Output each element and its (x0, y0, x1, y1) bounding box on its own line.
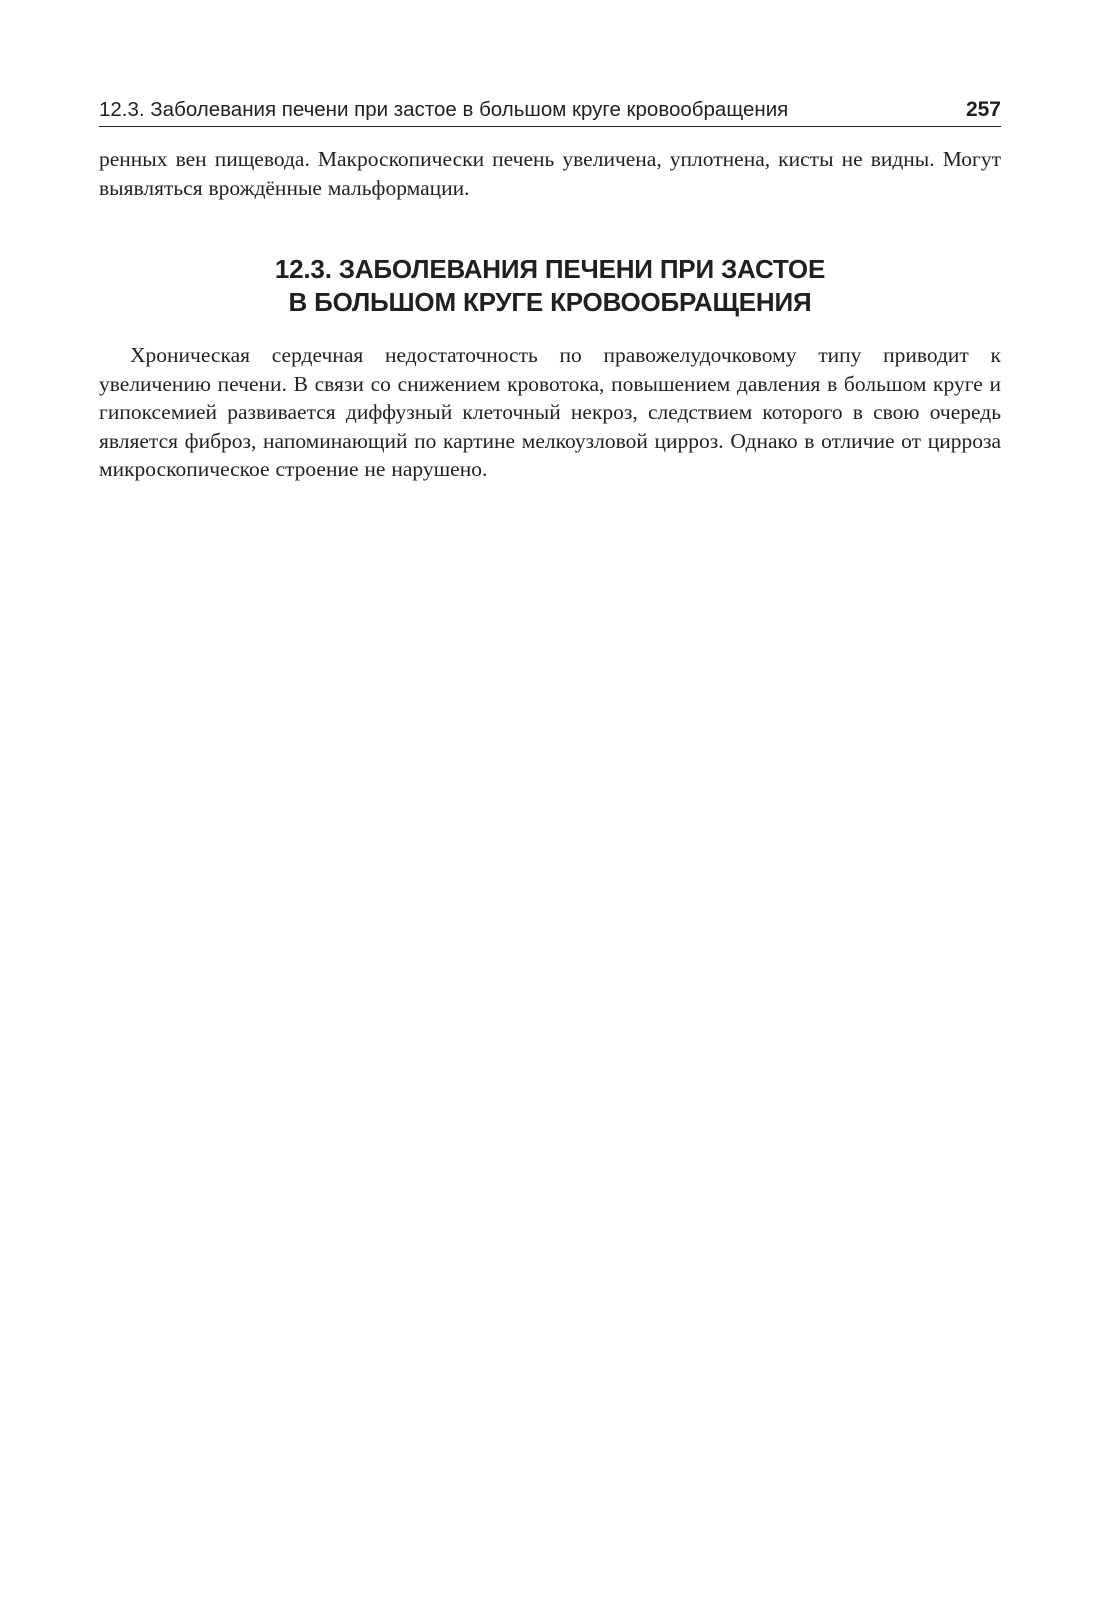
page-number: 257 (965, 98, 1001, 121)
section-paragraph: Хроническая сердечная недостаточность по правожелудочковому типу приводит к увеличению печени. В связи со снижением кровотока, повышением давления в большом круге и гипоксемией развивается диффузный клеточный некроз, следствием которого в свою очередь является фиброз, напоминающий по картине мелкоузловой цирроз. Однако в отличие от цирроза микроскопическое строение не нарушено. (99, 343, 1001, 481)
continued-paragraph: ренных вен пищевода. Макроскопически печень увеличена, уплотнена, кисты не видны. Могут выявляться врождённые мальформации. (99, 147, 1001, 200)
section-heading-line-2: В БОЛЬШОМ КРУГЕ КРОВООБРАЩЕНИЯ (288, 287, 812, 317)
running-header-title: 12.3. Заболевания печени при застое в большом круге кровообращения (99, 98, 789, 121)
section-heading (99, 253, 1001, 319)
section-heading-line-1: 12.3. ЗАБОЛЕВАНИЯ ПЕЧЕНИ ПРИ ЗАСТОЕ (274, 254, 826, 284)
running-header (99, 96, 1001, 127)
